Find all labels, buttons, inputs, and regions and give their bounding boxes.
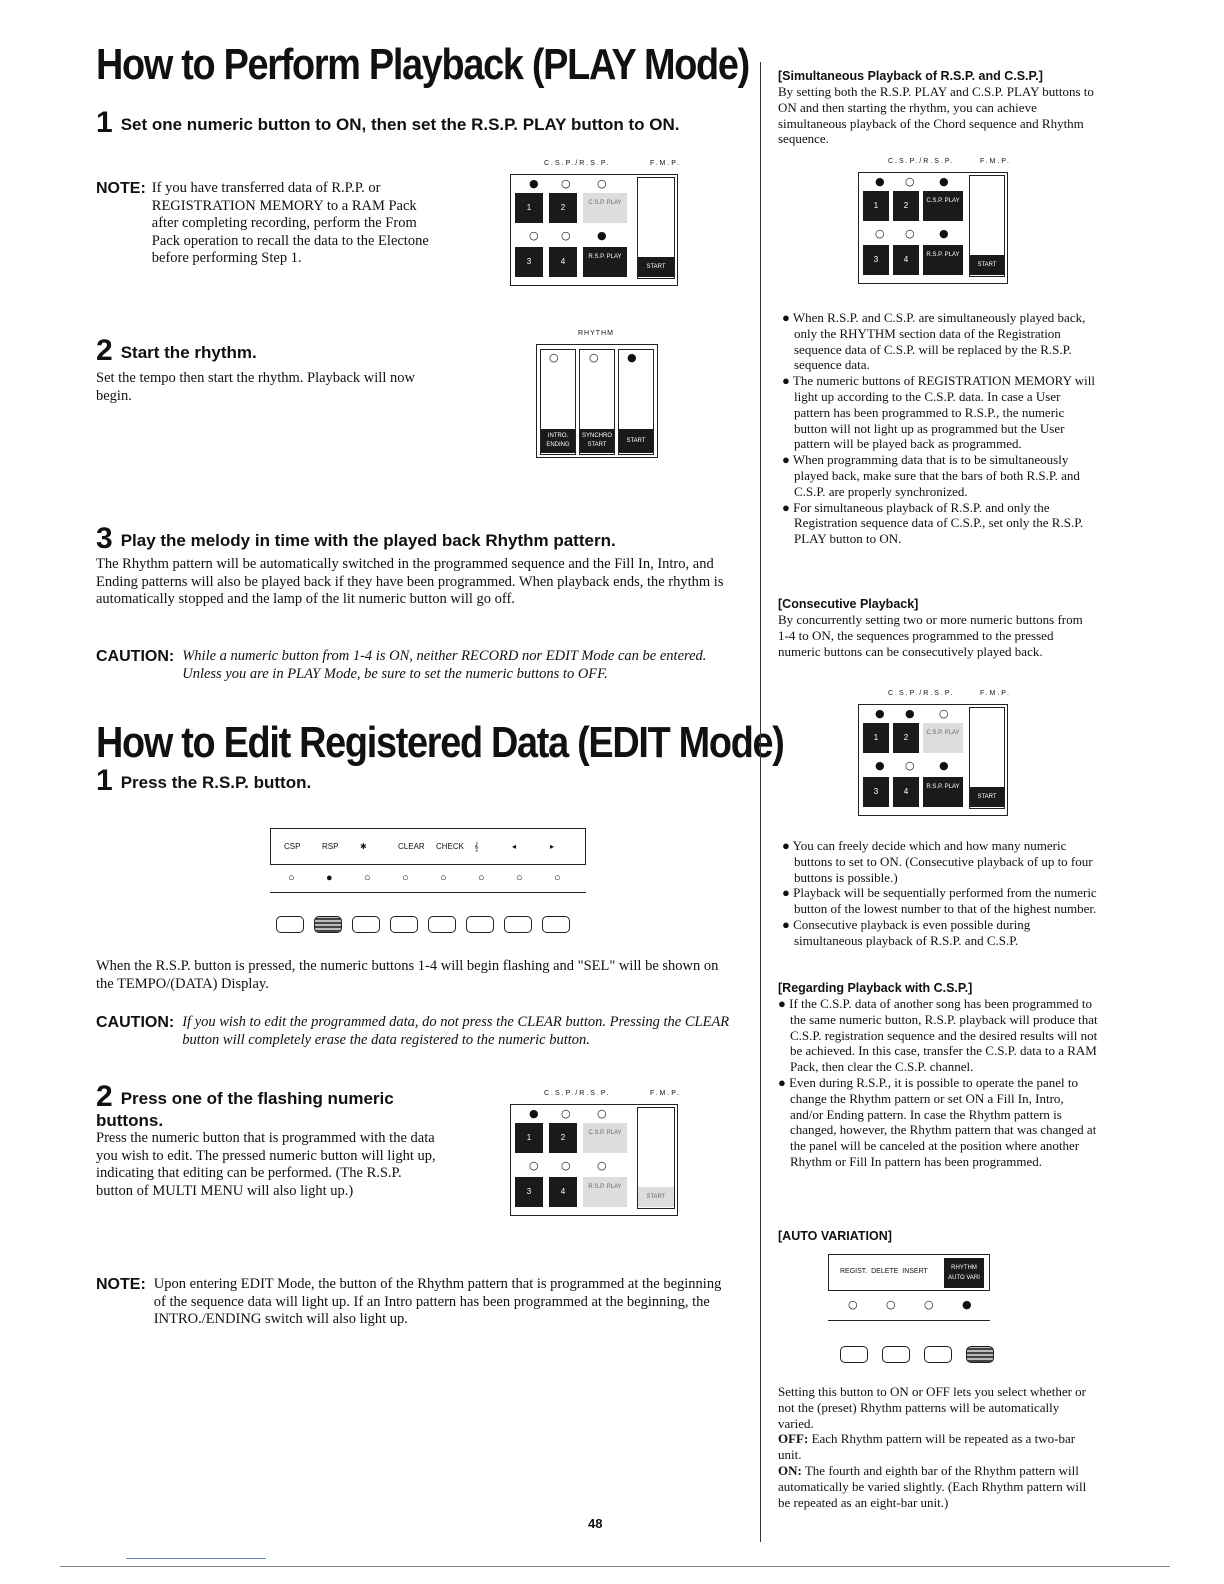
csp-play-button[interactable]: C.S.P. PLAY <box>923 723 963 753</box>
rsp-panel-diagram-1 <box>510 160 680 288</box>
start-button[interactable]: START <box>638 257 674 277</box>
panel-frame: ● ○ ● 1 2 C.S.P. PLAY ○ ○ ● 3 4 R.S.P. PLAY START <box>858 172 1008 284</box>
multi-menu-button[interactable] <box>428 916 456 933</box>
list-item: ● When R.S.P. and C.S.P. are simultaneously played back, only the RHYTHM section data of the Registration sequence data of C.S.P. will be replaced by the R.S.P. sequence data. <box>782 310 1086 373</box>
rsp-play-button[interactable]: R.S.P. PLAY <box>583 1177 627 1207</box>
numeric-button-2[interactable]: 2 <box>549 193 577 223</box>
start-button[interactable]: START <box>970 255 1004 275</box>
lamp-off-icon: ○ <box>440 872 447 884</box>
auto-variation-heading: [AUTO VARIATION] <box>778 1229 892 1243</box>
step-text: Play the melody in time with the played back Rhythm pattern. <box>120 531 616 550</box>
auto-variation-diagram: REGIST. DELETE INSERT RHYTHM AUTO VARI ○ ○ ○ ● <box>828 1254 994 1374</box>
step-text: Press the R.S.P. button. <box>120 773 312 792</box>
numeric-button-1[interactable]: 1 <box>515 1123 543 1153</box>
edit-note <box>96 1276 736 1329</box>
play-note <box>96 180 441 268</box>
play-step-1 <box>96 106 756 139</box>
list-item: ● The numeric buttons of REGISTRATION MEMORY will light up according to the C.S.P. data. In case a User pattern has been programmed to R.S.P., the numeric button will not light up as programmed but the User pattern will be played back as programmed. <box>782 373 1095 452</box>
step-number: 1 <box>96 764 113 797</box>
lamp-off-icon: ○ <box>402 872 409 884</box>
numeric-button-2[interactable]: 2 <box>549 1123 577 1153</box>
menu-label: REGIST. <box>840 1268 868 1275</box>
panel-label: F.M.P. <box>980 690 1011 697</box>
section-body: By setting both the R.S.P. PLAY and C.S.P. PLAY buttons to ON and then starting the rhythm, you can achieve simultaneous playback of the Chord sequence and Rhythm sequence. <box>778 84 1094 147</box>
list-item: ● If the C.S.P. data of another song has been programmed to the same numeric button, R.S.P. playback will produce that C.S.P. registration sequence and the desired results will not be achieved. In this case, transfer the C.S.P. data to a RAM Pack, then clear the C.S.P. channel. <box>778 996 1098 1075</box>
step-number: 2 <box>96 1080 113 1113</box>
panel-frame: ● ○ ○ 1 2 C.S.P. PLAY ○ ○ ● 3 4 R.S.P. PLAY START <box>510 174 678 286</box>
list-item: ● Playback will be sequentially performed from the numeric button of the lowest number to that of the highest number. <box>782 885 1097 917</box>
consecutive-playback-section <box>778 596 1096 659</box>
off-description <box>778 1431 1096 1463</box>
on-description <box>778 1463 1096 1510</box>
play-step-2-body: Set the tempo then start the rhythm. Playback will now begin. <box>96 370 415 404</box>
menu-label: INSERT <box>902 1268 928 1275</box>
numeric-button-3[interactable]: 3 <box>515 247 543 277</box>
caution-text: While a numeric button from 1-4 is ON, neither RECORD nor EDIT Mode can be entered. Unless you are in PLAY Mode, be sure to set the numeric buttons to OFF. <box>182 648 707 682</box>
numeric-button-4[interactable]: 4 <box>549 247 577 277</box>
play-caution <box>96 648 736 683</box>
edit-step-2-body: Press the numeric button that is programmed with the data you wish to edit. The pressed numeric button will light up, indicating that editing can be performed. (The R.S.P. button of MULTI MENU will also light up.) <box>96 1130 436 1199</box>
rhythm-start-button[interactable]: START <box>619 429 653 453</box>
multi-menu-diagram <box>270 828 588 938</box>
note-label: NOTE: <box>96 180 146 197</box>
lamp-off-icon: ○ <box>516 872 523 884</box>
multi-menu-button[interactable] <box>542 916 570 933</box>
intro-ending-button[interactable]: INTRO. ENDING <box>541 429 575 453</box>
menu-label: ◂ <box>512 842 517 851</box>
lamp-on-icon: ● <box>326 872 333 884</box>
rsp-panel-diagram-4 <box>858 690 1028 818</box>
step-number: 1 <box>96 106 113 139</box>
auto-vari-button[interactable] <box>966 1346 994 1363</box>
numeric-button-3[interactable]: 3 <box>863 245 889 275</box>
multi-menu-button[interactable] <box>276 916 304 933</box>
menu-label: DELETE <box>871 1268 899 1275</box>
rsp-play-button[interactable]: R.S.P. PLAY <box>923 245 963 275</box>
numeric-button-2[interactable]: 2 <box>893 723 919 753</box>
menu-label: 𝄞 <box>474 842 479 851</box>
numeric-button-1[interactable]: 1 <box>515 193 543 223</box>
page-number: 48 <box>588 1516 603 1531</box>
paragraph: Setting this button to ON or OFF lets you select whether or not the (preset) Rhythm patterns will be automatically varied. <box>778 1384 1087 1431</box>
section-heading: [Simultaneous Playback of R.S.P. and C.S.P.] <box>778 69 1043 83</box>
start-button[interactable]: START <box>970 787 1004 807</box>
numeric-button-4[interactable]: 4 <box>549 1177 577 1207</box>
caution-text: If you wish to edit the programmed data, do not press the CLEAR button. Pressing the CLEAR button will completely erase the data registered to the numeric button. <box>182 1014 730 1048</box>
panel-label: RHYTHM <box>578 330 614 337</box>
lamp-off-icon: ○ <box>288 872 295 884</box>
note-text: If you have transferred data of R.P.P. or REGISTRATION MEMORY to a RAM Pack after completing recording, perform the From Pack operation to recall the data to the Electone before performing Step 1. <box>151 180 429 266</box>
csp-play-button[interactable]: C.S.P. PLAY <box>923 191 963 221</box>
panel-label: C.S.P./R.S.P. <box>544 160 611 167</box>
note-label: NOTE: <box>96 1276 146 1293</box>
menu-label: CLEAR <box>398 842 425 851</box>
play-step-2 <box>96 334 257 367</box>
panel-frame: ● ○ ○ 1 2 C.S.P. PLAY ○ ○ ○ 3 4 R.S.P. PLAY START <box>510 1104 678 1216</box>
edit-caution <box>96 1014 736 1049</box>
edit-step-1-body: When the R.S.P. button is pressed, the numeric buttons 1-4 will begin flashing and "SEL" will be shown on the TEMPO/(DATA) Display. <box>96 958 719 992</box>
rsp-play-button[interactable]: R.S.P. PLAY <box>583 247 627 277</box>
menu-label: ✱ <box>360 842 367 851</box>
list-item: ● Consecutive playback is even possible during simultaneous playback of R.S.P. and C.S.P. <box>782 916 1031 948</box>
panel-label: F.M.P. <box>980 158 1011 165</box>
step-number: 2 <box>96 334 113 367</box>
csp-play-button[interactable]: C.S.P. PLAY <box>583 1123 627 1153</box>
play-mode-title: How to Perform Playback (PLAY Mode) <box>96 40 749 89</box>
menu-label: RSP <box>322 842 339 851</box>
caution-label: CAUTION: <box>96 648 175 665</box>
rhythm-auto-vari-button[interactable]: RHYTHM AUTO VARI <box>944 1258 984 1288</box>
footer-rule <box>126 1558 266 1559</box>
step-text: Start the rhythm. <box>120 343 257 362</box>
numeric-button-4[interactable]: 4 <box>893 245 919 275</box>
multi-menu-button[interactable] <box>390 916 418 933</box>
multi-menu-button[interactable] <box>466 916 494 933</box>
section-heading: [Regarding Playback with C.S.P.] <box>778 981 973 995</box>
lamp-off-icon: ○ <box>478 872 485 884</box>
menu-label: CSP <box>284 842 301 851</box>
rsp-panel-diagram-3 <box>858 158 1028 286</box>
simul-bullets <box>782 310 1098 547</box>
edit-step-2 <box>96 1080 441 1132</box>
delete-button[interactable] <box>882 1346 910 1363</box>
lamp-off-icon: ○ <box>554 872 561 884</box>
multi-menu-button[interactable] <box>504 916 532 933</box>
rsp-play-button[interactable]: R.S.P. PLAY <box>923 777 963 807</box>
panel-label: C.S.P./R.S.P. <box>888 690 955 697</box>
numeric-button-1[interactable]: 1 <box>863 723 889 753</box>
off-text: Each Rhythm pattern will be repeated as a two-bar unit. <box>778 1431 1076 1463</box>
on-label: ON: <box>778 1462 802 1478</box>
list-item: ● For simultaneous playback of R.S.P. and only the Registration sequence data of C.S.P., set only the R.S.P. PLAY button to ON. <box>782 499 1084 547</box>
panel-label: F.M.P. <box>650 1090 681 1097</box>
play-step-3 <box>96 522 756 555</box>
step-text: Press one of the flashing numeric buttons. <box>96 1089 394 1130</box>
step-text: Set one numeric button to ON, then set the R.S.P. PLAY button to ON. <box>120 115 680 134</box>
numeric-button-3[interactable]: 3 <box>515 1177 543 1207</box>
numeric-button-1[interactable]: 1 <box>863 191 889 221</box>
insert-button[interactable] <box>924 1346 952 1363</box>
panel-label: C.S.P./R.S.P. <box>544 1090 611 1097</box>
rhythm-panel-diagram <box>536 330 660 460</box>
step-number: 3 <box>96 522 113 555</box>
synchro-start-button[interactable]: SYNCHRO START <box>580 429 614 453</box>
play-step-3-body: The Rhythm pattern will be automatically switched in the programmed sequence and the Fill In, Intro, and Ending patterns will also be played back if they have been programmed. When playback ends, the rhythm is automatically stopped and the lamp of the lit numeric button will go off. <box>96 556 724 607</box>
simultaneous-playback-section <box>778 68 1096 147</box>
csp-play-button[interactable]: C.S.P. PLAY <box>583 193 627 223</box>
edit-step-1 <box>96 764 312 797</box>
panel-frame: ● ● ○ 1 2 C.S.P. PLAY ● ○ ● 3 4 R.S.P. PLAY START <box>858 704 1008 816</box>
section-heading: [Consecutive Playback] <box>778 597 919 611</box>
note-text: Upon entering EDIT Mode, the button of the Rhythm pattern that is programmed at the beginning of the sequence data will light up. If an Intro pattern has been programmed at the beginning, the INTRO./ENDING switch will also light up. <box>153 1276 722 1327</box>
caution-label: CAUTION: <box>96 1014 175 1031</box>
consec-bullets <box>782 838 1098 949</box>
list-item: ● Even during R.S.P., it is possible to operate the panel to change the Rhythm pattern or set ON a Fill In, Intro, and/or Ending pattern. In case the Rhythm pattern is changed, however, the Rhythm pattern that was changed at the panel will be canceled at the position where another Rhythm or Fill In pattern has been programmed. <box>778 1074 1097 1169</box>
list-item: ● You can freely decide which and how many numeric buttons to set to ON. (Consecutive playback of up to four buttons is possible.) <box>782 838 1093 885</box>
panel-frame: ○ ○ ● INTRO. ENDING SYNCHRO START START <box>536 344 658 458</box>
regarding-playback-section <box>778 980 1098 1170</box>
list-item: ● When programming data that is to be simultaneously played back, make sure that the bars of both R.S.P. and C.S.P. are properly synchronized. <box>782 452 1080 499</box>
footer-rule <box>60 1566 1170 1567</box>
section-body: By concurrently setting two or more numeric buttons from 1-4 to ON, the sequences programmed to the pressed numeric buttons can be consecutively played back. <box>778 612 1083 659</box>
multi-menu-button[interactable] <box>352 916 380 933</box>
auto-variation-body <box>778 1384 1096 1510</box>
off-label: OFF: <box>778 1431 809 1447</box>
numeric-button-2[interactable]: 2 <box>893 191 919 221</box>
multi-menu-button[interactable] <box>314 916 342 933</box>
menu-label: ▸ <box>550 842 555 851</box>
column-divider <box>760 62 761 1542</box>
panel-label: F.M.P. <box>650 160 681 167</box>
menu-label: CHECK <box>436 842 465 851</box>
panel-label: C.S.P./R.S.P. <box>888 158 955 165</box>
regist-button[interactable] <box>840 1346 868 1363</box>
start-button[interactable]: START <box>638 1187 674 1207</box>
numeric-button-3[interactable]: 3 <box>863 777 889 807</box>
on-text: The fourth and eighth bar of the Rhythm pattern will automatically be varied slightly. (Each Rhythm pattern will be repeated as an eight-bar unit.) <box>778 1462 1087 1510</box>
edit-mode-title: How to Edit Registered Data (EDIT Mode) <box>96 718 784 767</box>
rsp-panel-diagram-2 <box>510 1090 680 1218</box>
numeric-button-4[interactable]: 4 <box>893 777 919 807</box>
lamp-off-icon: ○ <box>364 872 371 884</box>
